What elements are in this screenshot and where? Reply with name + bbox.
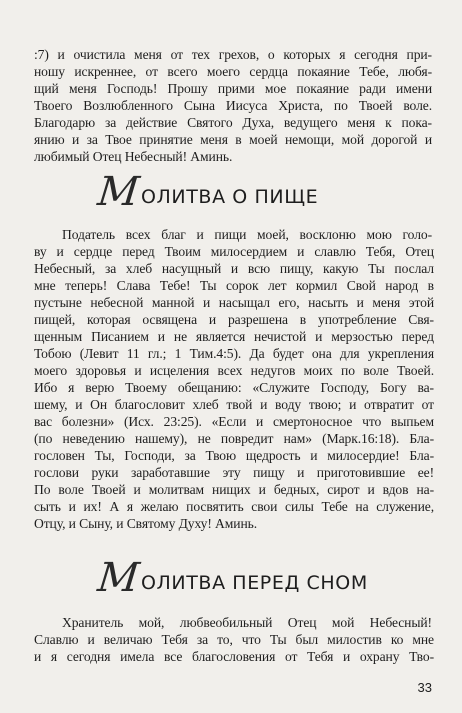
page-number: 33 — [417, 680, 432, 695]
text-line: Небесный, за хлеб насущный и всю пищу, какую Ты послал — [34, 261, 434, 276]
text-line: Хранитель мой, любвеобильный Отец мой Небесный! — [62, 615, 432, 630]
text-line: пустыне небесной манной и насыщал его, насыть и меня этой — [34, 295, 434, 310]
text-line: сыть и их! А я желаю посвятить свои силы Тебе на служение, — [34, 499, 434, 514]
text-line: Отцу, и Сыну, и Святому Духу! Аминь. — [34, 516, 258, 531]
text-line: Податель всех благ и пищи моей, восклоню мою голо- — [62, 227, 432, 242]
text-line: моего здоровья и исцеления всех недугов моих по воле Твоей. — [34, 363, 434, 378]
text-line: ву и сердце перед Твоим милосердием и славлю Тебя, Отец — [34, 244, 434, 259]
section-heading-food-prayer — [95, 166, 319, 215]
text-line: По воле Твоей и молитвам нищих и бедных, сирот и вдов на- — [34, 482, 434, 497]
text-line: Ибо я верю Твоему обещанию: «Служите Господу, Богу ва- — [34, 380, 434, 395]
text-line: Славлю и величаю Тебя за то, что Ты был милостив ко мне — [34, 632, 434, 647]
text-line: Тобою (Левит 11 гл.; 1 Тим.4:5). Да будет она для укрепления — [34, 346, 434, 361]
text-line: любимый Отец Небесный! Аминь. — [34, 149, 233, 164]
text-line: вас болезни» (Исх. 23:25). «Если и смертоносное что выпьем — [34, 414, 434, 429]
text-line: ношу искреннее, от всего моего сердца покаяние Тебе, любя- — [34, 64, 432, 79]
text-line: (по неведению нашему), не повредит нам» (Марк.16:18). Бла- — [34, 431, 434, 446]
decorative-capital: М — [95, 169, 142, 215]
text-line: щий меня Господь! Прошу прими мое покаяние ради имени — [34, 81, 432, 96]
decorative-capital: М — [95, 555, 142, 601]
section-heading-bedtime-prayer — [95, 552, 368, 601]
text-line: янию и за Твое принятие меня в моей немощи, мой дорогой и — [34, 132, 432, 147]
text-line: гослови руки заработавшие эту пищу и приготовившие ее! — [34, 465, 434, 480]
text-line: :7) и очистила меня от тех грехов, о которых я сегодня при- — [34, 47, 432, 62]
text-line: щенным Писанием и не является нечистой и мерзостью перед — [34, 329, 434, 344]
text-line: гословен Ты, Господи, за Твою щедрость и милосердие! Бла- — [34, 448, 434, 463]
text-line: Благодарю за действие Святого Духа, ведущего меня к пока- — [34, 115, 432, 130]
heading-title: ОЛИТВА О ПИЩЕ — [140, 186, 319, 208]
text-line: шему, и Он благословит хлеб твой и воду твою; и отвратит от — [34, 397, 434, 412]
text-line: Твоего Возлюбленного Сына Иисуса Христа, по Твоей воле. — [34, 98, 432, 113]
heading-title: ОЛИТВА ПЕРЕД СНОМ — [140, 572, 368, 594]
text-line: пищей, которая освящена и разрешена в употребление Свя- — [34, 312, 434, 327]
text-line: мне теперь! Слава Тебе! Ты сорок лет кормил Свой народ в — [34, 278, 434, 293]
text-line: и я сегодня имела все благословения от Тебя и охрану Тво- — [34, 649, 434, 664]
